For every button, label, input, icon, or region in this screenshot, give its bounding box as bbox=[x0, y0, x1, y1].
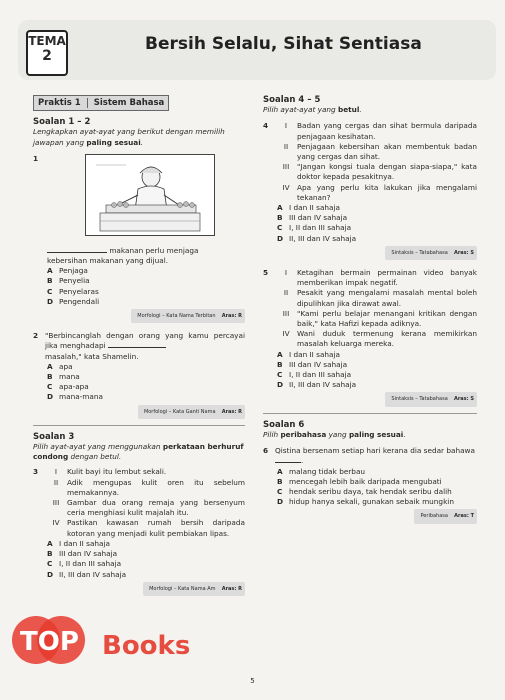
question-2-options bbox=[33, 362, 245, 403]
logo-books-text: Books bbox=[102, 631, 191, 661]
soalan-3-heading: Soalan 3 bbox=[33, 431, 75, 442]
answer-option[interactable]: D Pengendali bbox=[47, 296, 100, 306]
answer-option[interactable]: B mana bbox=[47, 372, 80, 382]
vendor-drawing bbox=[86, 155, 214, 235]
question-5-options bbox=[263, 350, 477, 391]
logo-top-text: TOP bbox=[20, 627, 79, 657]
answer-option[interactable]: B mencegah lebih baik daripada mengubati bbox=[277, 476, 442, 486]
question-2-text: "Berbincanglah dengan orang yang kamu percayai jika menghadapi bbox=[45, 331, 245, 351]
question-4-statements bbox=[275, 121, 477, 203]
answer-option[interactable]: A Penjaga bbox=[47, 266, 88, 276]
question-number: 3 bbox=[33, 467, 39, 477]
tema-word: TEMA bbox=[28, 34, 66, 48]
question-4 bbox=[263, 121, 477, 203]
answer-option[interactable]: D mana-mana bbox=[47, 392, 103, 402]
question-4-options bbox=[263, 203, 477, 244]
question-6: 6 Qistina bersenam setiap hari kerana dia sedar bahawa . bbox=[263, 446, 476, 466]
soalan-1-2-instruction: Lengkapkan ayat-ayat yang berikut dengan memilih jawapan yang paling sesuai. bbox=[33, 127, 225, 147]
answer-option[interactable]: A apa bbox=[47, 361, 73, 371]
topbooks-logo bbox=[6, 602, 206, 677]
right-column bbox=[263, 95, 477, 528]
answer-option[interactable]: D II, III dan IV sahaja bbox=[277, 380, 357, 390]
answer-option[interactable]: B III dan IV sahaja bbox=[277, 359, 348, 369]
question-6-text: Qistina bersenam setiap hari kerana dia sedar bahawa bbox=[275, 446, 476, 456]
soalan-6-instruction: Pilih peribahasa yang paling sesuai. bbox=[263, 429, 406, 439]
divider bbox=[263, 413, 477, 414]
question-number: 2 bbox=[33, 331, 39, 341]
praktis-number: Praktis 1 bbox=[38, 98, 88, 108]
answer-option[interactable]: C hendak seribu daya, tak hendak seribu dalih bbox=[277, 486, 452, 496]
question-number: 1 bbox=[33, 153, 39, 163]
praktis-topic: Sistem Bahasa bbox=[93, 98, 165, 108]
soalan-4-5-instruction: Pilih ayat-ayat yang betul. bbox=[263, 105, 362, 115]
question-6-options bbox=[263, 467, 477, 508]
answer-option[interactable]: C I, II dan III sahaja bbox=[277, 370, 352, 380]
question-number: 5 bbox=[263, 268, 269, 278]
question-1-options bbox=[33, 266, 245, 307]
answer-option[interactable]: A malang tidak berbau bbox=[277, 466, 366, 476]
blank-line bbox=[47, 252, 107, 253]
question-number: 6 bbox=[263, 446, 269, 456]
statement-item: I Kulit bayi itu lembut sekali. bbox=[54, 467, 167, 477]
answer-option[interactable]: C Penyelaras bbox=[47, 286, 99, 296]
statement-item: IV Apa yang perlu kita lakukan jika mengalami tekanan? bbox=[282, 182, 477, 202]
statement-item: III Gambar dua orang remaja yang bersenyum ceria menghiasi kulit majalah itu. bbox=[52, 498, 245, 518]
left-column bbox=[33, 95, 245, 600]
question-5-tag: Sintaksis – Tatabahasa Aras: S bbox=[263, 392, 477, 406]
tema-badge bbox=[26, 30, 68, 76]
answer-option[interactable]: D II, III dan IV sahaja bbox=[47, 569, 127, 579]
question-3-tag: Morfologi – Kata Nama Am Aras: R bbox=[33, 582, 245, 596]
question-1-tag: Morfologi – Kata Nama Terbitan Aras: R bbox=[33, 309, 245, 323]
soalan-3-instruction: Pilih ayat-ayat yang menggunakan perkataan berhuruf condong dengan betul. bbox=[33, 442, 244, 462]
page-title: Bersih Selalu, Sihat Sentiasa bbox=[145, 34, 422, 54]
question-number: 4 bbox=[263, 121, 269, 131]
question-1-text: makanan perlu menjaga bbox=[109, 245, 199, 255]
question-6-tag: Peribahasa Aras: T bbox=[263, 509, 477, 523]
tema-number: 2 bbox=[42, 48, 52, 64]
statement-item: III "Jangan kongsi tuala dengan siapa-siapa," kata doktor kepada pesakitnya. bbox=[282, 162, 477, 182]
blank-line bbox=[108, 347, 166, 348]
answer-option[interactable]: C I, II dan III sahaja bbox=[47, 559, 122, 569]
answer-option[interactable]: B III dan IV sahaja bbox=[47, 549, 118, 559]
praktis-label bbox=[33, 95, 169, 111]
food-vendor-illustration bbox=[85, 154, 215, 236]
blank-line bbox=[275, 462, 301, 463]
statement-item: IV Pastikan kawasan rumah bersih daripada kotoran yang menjadi kulit pembiakan lipas. bbox=[52, 518, 245, 538]
question-2-tag: Morfologi – Kata Ganti Nama Aras: R bbox=[33, 405, 245, 419]
statement-item: III "Kami perlu belajar menangani kritikan dengan baik," kata Hafizi kepada adiknya. bbox=[282, 308, 477, 329]
question-3-statements bbox=[45, 467, 245, 538]
question-5 bbox=[263, 268, 477, 350]
question-1 bbox=[33, 154, 245, 323]
question-5-statements bbox=[275, 268, 477, 350]
answer-option[interactable]: A I dan II sahaja bbox=[277, 349, 341, 359]
answer-option[interactable]: B Penyelia bbox=[47, 276, 90, 286]
statement-item: II Pesakit yang mengalami masalah mental boleh dipulihkan jika dirawat awal. bbox=[283, 288, 477, 308]
answer-option[interactable]: B III dan IV sahaja bbox=[277, 213, 348, 223]
page-number: 5 bbox=[250, 677, 255, 685]
question-2 bbox=[33, 331, 245, 419]
question-3 bbox=[33, 467, 245, 538]
soalan-4-5-heading: Soalan 4 – 5 bbox=[263, 95, 321, 105]
question-1-text-cont: kebersihan makanan yang dijual. bbox=[47, 256, 169, 266]
statement-item: II Penjagaan kebersihan akan membentuk badan yang cergas dan sihat. bbox=[283, 141, 477, 162]
statement-item: IV Wani duduk termenung kerana memikirkan masalah keluarga mereka. bbox=[282, 329, 477, 349]
question-4-tag: Sintaksis – Tatabahasa Aras: S bbox=[263, 246, 477, 260]
answer-option[interactable]: A I dan II sahaja bbox=[277, 203, 341, 213]
answer-option[interactable]: D hidup hanya sekali, gunakan sebaik mungkin bbox=[277, 497, 454, 507]
soalan-6-heading: Soalan 6 bbox=[263, 419, 305, 430]
soalan-1-2-heading: Soalan 1 – 2 bbox=[33, 117, 91, 128]
divider bbox=[33, 425, 245, 426]
answer-option[interactable]: D II, III dan IV sahaja bbox=[277, 233, 357, 243]
answer-option[interactable]: C apa-apa bbox=[47, 382, 89, 392]
answer-option[interactable]: A I dan II sahaja bbox=[47, 538, 111, 548]
question-2-text-cont: masalah," kata Shamelin. bbox=[45, 351, 139, 361]
statement-item: I Ketagihan bermain permainan video banyak memberikan impak negatif. bbox=[284, 268, 477, 288]
question-3-options bbox=[33, 539, 245, 580]
statement-item: I Badan yang cergas dan sihat bermula daripada penjagaan kesihatan. bbox=[284, 121, 477, 141]
statement-item: II Adik mengupas kulit oren itu sebelum memakannya. bbox=[53, 477, 245, 497]
answer-option[interactable]: C I, II dan III sahaja bbox=[277, 223, 352, 233]
